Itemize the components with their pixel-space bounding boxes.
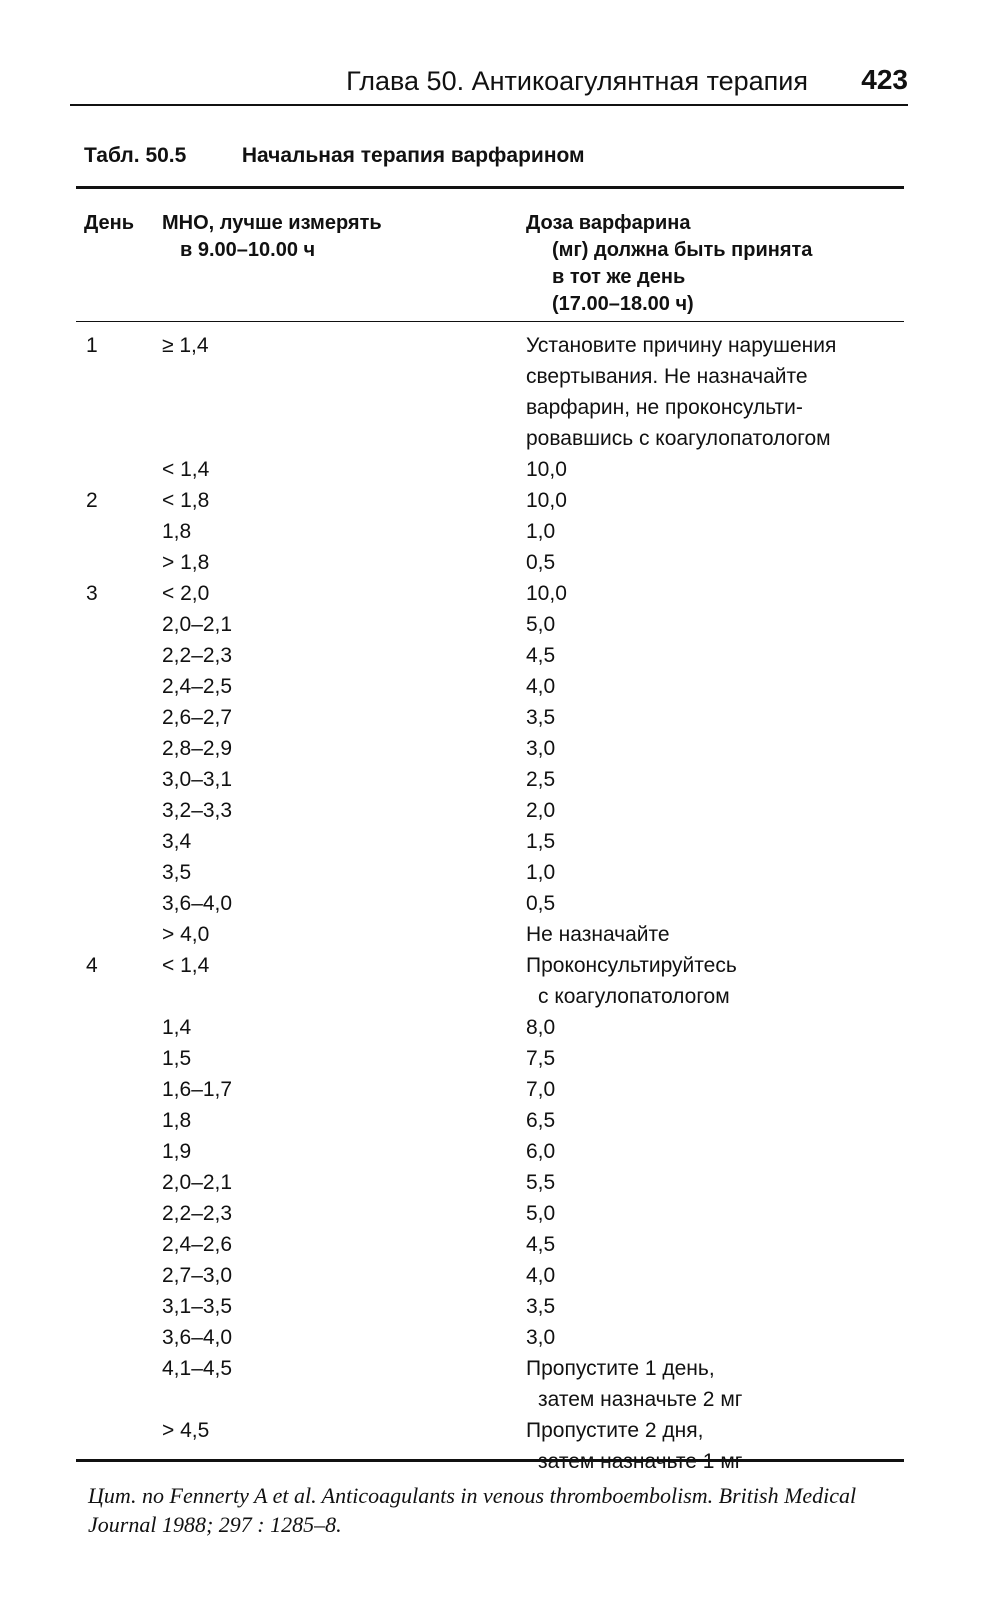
table-title: Начальная терапия варфарином [241, 144, 585, 167]
table-row [76, 826, 904, 857]
table-row [76, 609, 904, 640]
dose-line: варфарин, не проконсульти- [526, 396, 803, 419]
cell-inr: 4,1–4,5 [162, 1357, 233, 1380]
cell-dose [526, 671, 904, 702]
table-row [76, 547, 904, 578]
dose-line: 8,0 [526, 1016, 556, 1039]
table-row [76, 702, 904, 733]
table-row [76, 950, 904, 1012]
cell-inr: 1,5 [162, 1047, 192, 1070]
cell-inr: 2,2–2,3 [162, 1202, 233, 1225]
cell-inr: 1,8 [162, 1109, 192, 1132]
dose-line: 1,0 [526, 861, 556, 884]
cell-inr: 1,4 [162, 1016, 192, 1039]
table-row [76, 671, 904, 702]
cell-dose [526, 1105, 904, 1136]
dose-line: 4,5 [526, 1233, 556, 1256]
cell-dose [526, 1291, 904, 1322]
cell-dose [526, 609, 904, 640]
dose-line: 2,5 [526, 768, 556, 791]
cell-dose [526, 1353, 904, 1415]
table-row [76, 1260, 904, 1291]
cell-inr: 2,2–2,3 [162, 644, 233, 667]
dose-line: Пропустите 2 дня, [526, 1419, 704, 1442]
table-row [76, 1074, 904, 1105]
cell-inr: 3,2–3,3 [162, 799, 233, 822]
table-row [76, 1415, 904, 1477]
cell-inr: > 4,5 [162, 1419, 210, 1442]
cell-inr: < 1,8 [162, 489, 210, 512]
table-top-rule [76, 186, 904, 189]
header-dose-line: Доза варфарина [526, 212, 691, 234]
cell-dose [526, 1012, 904, 1043]
cell-dose [526, 826, 904, 857]
table-row [76, 1322, 904, 1353]
table-number: Табл. 50.5 [84, 144, 187, 167]
cell-dose [526, 1229, 904, 1260]
table-row [76, 919, 904, 950]
dose-line: 4,5 [526, 644, 556, 667]
cell-dose [526, 1167, 904, 1198]
cell-dose [526, 485, 904, 516]
cell-dose [526, 888, 904, 919]
dose-line: 4,0 [526, 1264, 556, 1287]
cell-inr: < 1,4 [162, 954, 210, 977]
cell-inr: 3,5 [162, 861, 192, 884]
dose-line: 0,5 [526, 551, 556, 574]
cell-dose [526, 1260, 904, 1291]
cell-inr: < 1,4 [162, 458, 210, 481]
dose-line: 5,0 [526, 613, 556, 636]
dose-line: 0,5 [526, 892, 556, 915]
dose-line: 5,5 [526, 1171, 556, 1194]
dose-line: 1,5 [526, 830, 556, 853]
cell-inr: 3,6–4,0 [162, 1326, 233, 1349]
table-row [76, 857, 904, 888]
cell-dose [526, 578, 904, 609]
dose-line: 1,0 [526, 520, 556, 543]
cell-dose [526, 1136, 904, 1167]
cell-inr: < 2,0 [162, 582, 210, 605]
table-body [76, 330, 904, 1477]
dose-line: Установите причину нарушения [526, 334, 837, 357]
cell-inr: 3,1–3,5 [162, 1295, 233, 1318]
cell-dose [526, 516, 904, 547]
header-day: День [84, 212, 134, 234]
table-row [76, 640, 904, 671]
cell-inr: 3,4 [162, 830, 192, 853]
cell-day: 2 [86, 489, 98, 512]
header-inr-line: МНО, лучше измерять [162, 212, 382, 234]
cell-inr: 1,9 [162, 1140, 192, 1163]
dose-line: свертывания. Не назначайте [526, 365, 808, 388]
dose-line: с коагулопатологом [538, 985, 730, 1008]
dose-line: 3,0 [526, 1326, 556, 1349]
dose-line: Проконсультируйтесь [526, 954, 737, 977]
cell-inr: 2,0–2,1 [162, 613, 233, 636]
page-number: 423 [861, 64, 908, 95]
cell-dose [526, 1415, 904, 1477]
table-row [76, 454, 904, 485]
dose-line: 3,5 [526, 706, 556, 729]
header-dose-line: в тот же день [552, 266, 686, 288]
cell-inr: 3,0–3,1 [162, 768, 233, 791]
table-row [76, 1012, 904, 1043]
cell-inr: ≥ 1,4 [162, 334, 209, 357]
dose-line: 6,0 [526, 1140, 556, 1163]
cell-inr: 2,6–2,7 [162, 706, 233, 729]
header-dose-line: (мг) должна быть принята [552, 239, 813, 261]
table-row [76, 795, 904, 826]
cell-dose [526, 795, 904, 826]
dose-line: 3,0 [526, 737, 556, 760]
table-row [76, 764, 904, 795]
dose-line: 10,0 [526, 582, 567, 605]
dose-line: 10,0 [526, 489, 567, 512]
cell-day: 3 [86, 582, 98, 605]
header-dose-line: (17.00–18.00 ч) [552, 293, 694, 315]
table-row [76, 1043, 904, 1074]
cell-inr: 2,0–2,1 [162, 1171, 233, 1194]
cell-day: 1 [86, 334, 98, 357]
cell-dose [526, 950, 904, 1012]
cell-inr: 2,4–2,5 [162, 675, 233, 698]
dose-line: 3,5 [526, 1295, 556, 1318]
cell-dose [526, 330, 904, 454]
table-bottom-rule [76, 1459, 904, 1462]
dose-line: затем назначьте 2 мг [538, 1388, 743, 1411]
source-citation: Цит. по Fennerty A et al. Anticoagulants in venous thromboembolism. British Medical Journal 1988; 297 : 1285–8. [88, 1483, 857, 1537]
dose-line: Не назначайте [526, 923, 670, 946]
cell-dose [526, 702, 904, 733]
table-row [76, 1198, 904, 1229]
cell-inr: 2,8–2,9 [162, 737, 233, 760]
table-caption [84, 144, 585, 168]
table-row [76, 1353, 904, 1415]
dose-line: Пропустите 1 день, [526, 1357, 715, 1380]
table-row [76, 1291, 904, 1322]
table-row [76, 1167, 904, 1198]
dose-line: 2,0 [526, 799, 556, 822]
cell-dose [526, 1198, 904, 1229]
dose-line: 7,0 [526, 1078, 556, 1101]
cell-dose [526, 919, 904, 950]
cell-inr: 1,8 [162, 520, 192, 543]
table-header-rule [76, 321, 904, 322]
cell-dose [526, 733, 904, 764]
chapter-title: Глава 50. Антикоагулянтная терапия [346, 66, 808, 96]
cell-dose [526, 1074, 904, 1105]
cell-dose [526, 1322, 904, 1353]
dose-line: 6,5 [526, 1109, 556, 1132]
table-row [76, 1136, 904, 1167]
cell-dose [526, 857, 904, 888]
table-row [76, 888, 904, 919]
cell-dose [526, 454, 904, 485]
dose-line: 10,0 [526, 458, 567, 481]
cell-inr: 2,4–2,6 [162, 1233, 233, 1256]
table-row [76, 578, 904, 609]
dose-line: 5,0 [526, 1202, 556, 1225]
header-inr-line: в 9.00–10.00 ч [180, 239, 316, 261]
table-row [76, 330, 904, 454]
header-dose [526, 210, 812, 318]
cell-dose [526, 1043, 904, 1074]
cell-inr: 1,6–1,7 [162, 1078, 233, 1101]
dose-line: 7,5 [526, 1047, 556, 1070]
table-row [76, 485, 904, 516]
cell-inr: > 1,8 [162, 551, 210, 574]
cell-day: 4 [86, 954, 98, 977]
running-head [70, 62, 908, 106]
cell-dose [526, 547, 904, 578]
cell-dose [526, 640, 904, 671]
cell-inr: > 4,0 [162, 923, 210, 946]
dose-line: ровавшись с коагулопатологом [526, 427, 831, 450]
header-inr [162, 210, 382, 264]
table-row [76, 733, 904, 764]
cell-inr: 2,7–3,0 [162, 1264, 233, 1287]
table-row [76, 1229, 904, 1260]
dose-line: 4,0 [526, 675, 556, 698]
table-row [76, 1105, 904, 1136]
cell-dose [526, 764, 904, 795]
table-row [76, 516, 904, 547]
cell-inr: 3,6–4,0 [162, 892, 233, 915]
